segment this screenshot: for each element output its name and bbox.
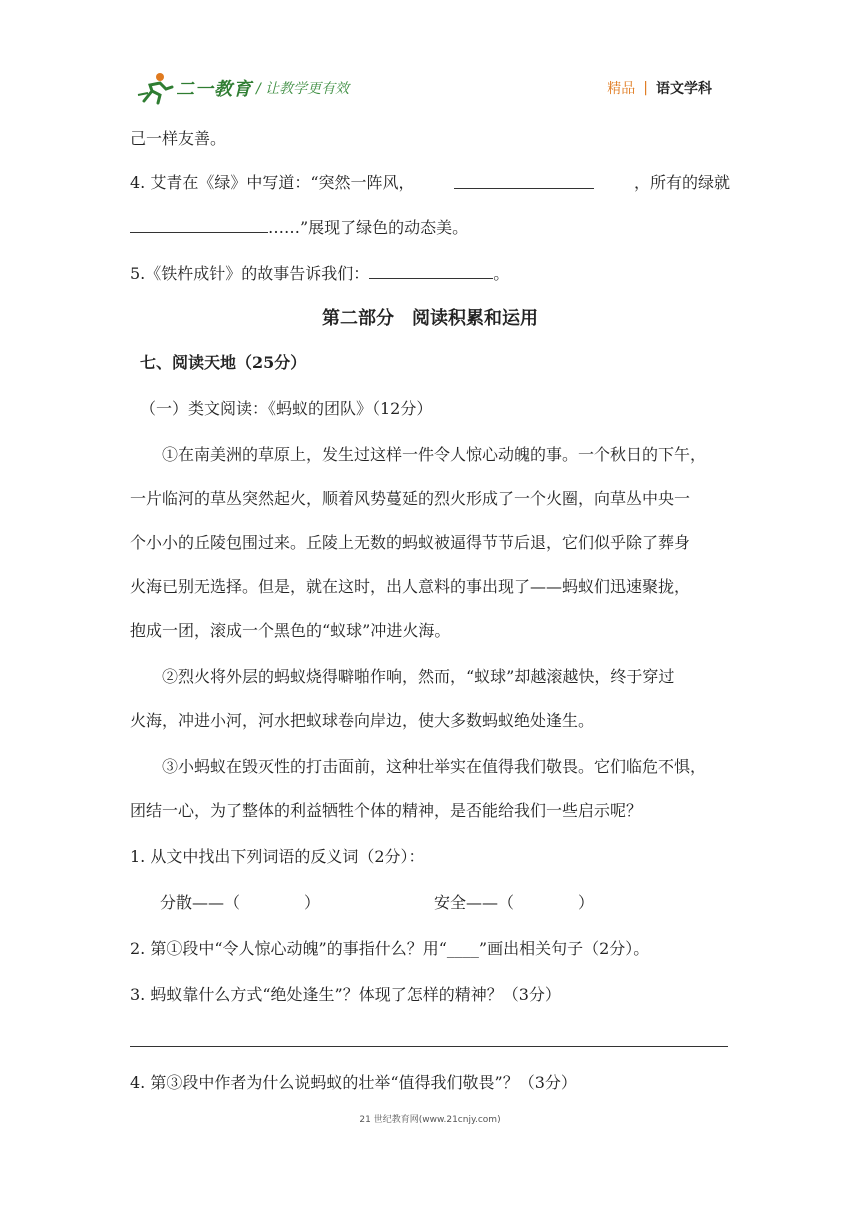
text-segment: 5.《铁杵成针》的故事告诉我们： (130, 264, 370, 283)
logo (136, 70, 252, 106)
antonym-blank-2[interactable]: 安全——（ ） (434, 893, 595, 912)
question-4: 4. 第③段中作者为什么说蚂蚁的壮举“值得我们敬畏”？（3分） (130, 1073, 577, 1092)
text-line: 己一样友善。 (130, 129, 227, 148)
question-3: 3. 蚂蚁靠什么方式“绝处逢生”？体现了怎样的精神？（3分） (130, 985, 561, 1004)
runner-logo-icon (136, 71, 174, 105)
section-title: 第二部分 阅读积累和运用 (322, 308, 538, 329)
question-1: 1. 从文中找出下列词语的反义词（2分）： (130, 847, 425, 866)
answer-line[interactable] (130, 1046, 728, 1047)
question-2: 2. 第①段中“令人惊心动魄”的事指什么？用“____”画出相关句子（2分）。 (130, 939, 650, 958)
text-segment: ，所有的绿就 (633, 173, 730, 192)
tag-separator: | (643, 80, 648, 96)
passage-line: 团结一心，为了整体的利益牺牲个体的精神，是否能给我们一些启示呢？ (130, 801, 643, 820)
passage-line: 个小小的丘陵包围过来。丘陵上无数的蚂蚁被逼得节节后退，它们似乎除了葬身 (130, 533, 691, 552)
answer-blank[interactable] (454, 172, 594, 189)
text-segment: 4. 艾青在《绿》中写道：“突然一阵风， (130, 173, 415, 192)
part-heading: 七、阅读天地（25分） (140, 353, 307, 372)
passage-line: 火海，冲进小河，河水把蚁球卷向岸边，使大多数蚂蚁绝处逢生。 (130, 711, 595, 730)
question-4-line (130, 172, 730, 194)
answer-blank[interactable] (130, 216, 268, 233)
tag-premium: 精品 (607, 81, 636, 97)
passage-line: 火海已别无选择。但是，就在这时，出人意料的事出现了——蚂蚁们迅速聚拢， (130, 577, 691, 596)
antonym-blank-1[interactable]: 分散——（ ） (160, 893, 321, 912)
passage-line: ②烈火将外层的蚂蚁烧得噼啪作响，然而，“蚁球”却越滚越快，终于穿过 (162, 667, 675, 686)
tag-subject: 语文学科 (656, 81, 712, 97)
question-4-line-2 (130, 216, 468, 239)
question-5-line (130, 262, 509, 285)
answer-blank[interactable] (369, 262, 493, 279)
page-footer: 21 世纪教育网(www.21cnjy.com) (359, 1115, 501, 1125)
passage-line: 一片临河的草丛突然起火，顺着风势蔓延的烈火形成了一个火圈，向草丛中央一 (130, 489, 691, 508)
text-segment: 。 (493, 264, 510, 283)
passage-line: ①在南美洲的草原上，发生过这样一件令人惊心动魄的事。一个秋日的下午， (162, 445, 707, 464)
page-header (0, 0, 860, 120)
subject-tag (607, 78, 712, 98)
passage-line: ③小蚂蚁在毁灭性的打击面前，这种壮举实在值得我们敬畏。它们临危不惧， (162, 757, 707, 776)
passage-line: 抱成一团，滚成一个黑色的“蚁球”冲进火海。 (130, 621, 451, 640)
logo-text: 二一教育 (176, 79, 252, 100)
text-segment: ……”展现了绿色的动态美。 (268, 218, 469, 237)
sub-heading: （一）类文阅读：《蚂蚁的团队》（12分） (140, 399, 433, 418)
slogan: / 让教学更有效 (256, 81, 350, 97)
